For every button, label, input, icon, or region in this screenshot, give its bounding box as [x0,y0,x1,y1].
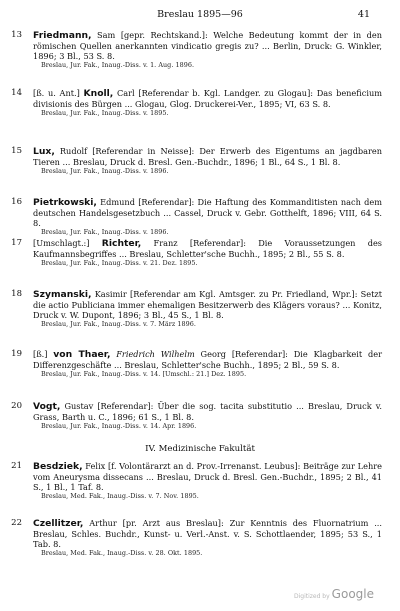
catalog-entry [8,401,382,431]
watermark-prefix: Digitized by [293,593,330,600]
entry-text: Rudolf [Referendar in Neisse]: Der Erwerb des Eigentums an jagdbaren Tieren ... Breslau, Druck d. Bresl. Gen.-Buchdr., 1896; 1 Bl., 64 S., 1 Bl. 8. [33,146,382,167]
digitization-watermark [294,587,374,601]
page-number: 41 [357,9,370,20]
catalog-entry [8,30,382,70]
entry-note: Breslau, Jur. Fak., Inaug.-Diss. v. 1895. [41,109,169,117]
entry-body [33,349,382,370]
entry-number: 13 [11,30,22,40]
entry-number: 21 [11,461,22,471]
author-name: Pietrkowski, [33,197,97,208]
entry-note: Breslau, Jur. Fak., Inaug.-Diss. v. 14. [Umschl.: 21.] Dez. 1895. [41,370,247,378]
entry-text: Arthur [pr. Arzt aus Breslau]: Zur Kenntnis des Fluornatrium ... Breslau, Schles. Buchdr., Kunst- u. Verl.-Anst. v. S. Schottlaender, 1895; 53 S., 1 Tab. 8. [33,518,382,549]
entry-body [33,461,382,492]
catalog-entry [8,518,382,558]
watermark-brand: Google [331,587,374,601]
author-name: von Thaer, [53,349,111,360]
entry-number: 15 [11,146,22,156]
entry-body [33,518,382,549]
catalog-entry [8,88,382,118]
author-name: Szymanski, [33,289,92,300]
author-name: Besdziek, [33,461,83,472]
entry-note: Breslau, Jur. Fak., Inaug.-Diss. v. 1896. [41,167,169,175]
author-name: Lux, [33,146,55,157]
entry-text: Gustav [Referendar]: Über die sog. tacita substitutio ... Breslau, Druck v. Grass, Barth u. C., 1896; 61 S., 1 Bl. 8. [33,401,382,422]
entry-text: Carl [Referendar b. Kgl. Landger. zu Glogau]: Das beneficium divisionis des Bürgen ... Glogau, Glog. Druckerei-Ver., 1895; VI, 63 S. 8. [33,88,382,109]
entry-text: Sam [gepr. Rechtskand.]: Welche Bedeutung kommt der in den römischen Quellen anerkannten vindicatio gregis zu? ... Berlin, Druck: G. Winkler, 1896; 3 Bl., 53 S. 8. [33,30,382,61]
author-name: Friedmann, [33,30,92,41]
entry-text: Edmund [Referendar]: Die Haftung des Kommanditisten nach dem deutschen Handelsgesetzbuch ... Cassel, Druck v. Gebr. Gotthelft, 1896; VIII, 64 S. 8. [33,197,382,228]
catalog-entry [8,197,382,237]
entry-number: 22 [11,518,22,528]
entry-note: Breslau, Med. Fak., Inaug.-Diss. v. 28. Okt. 1895. [41,549,203,557]
entry-text: Georg [Referendar]: Die Klagbarkeit der Differenzgeschäfte ... Breslau, Schletter'sche Buchh., 1895; 2 Bl., 59 S. 8. [33,349,382,370]
entry-text: Kasimir [Referendar am Kgl. Amtsger. zu Pr. Friedland, Wpr.]: Setzt die actio Publiciana immer ehemaligen Besitzerwerb des Klägers voraus? ... Konitz, Druck v. W. Dupont, 1896; 3 Bl., 45 S., 1 Bl. 8. [33,289,382,320]
entry-number: 17 [11,238,22,248]
entry-note: Breslau, Med. Fak., Inaug.-Diss. v. 7. Nov. 1895. [41,492,199,500]
entry-body [33,146,382,167]
entry-body [33,401,382,422]
entry-number: 14 [11,88,22,98]
entry-body [33,238,382,259]
catalog-entry [8,146,382,176]
entry-note: Breslau, Jur. Fak., Inaug.-Diss. v. 1896. [41,228,169,236]
entry-body [33,197,382,228]
entry-number: 18 [11,289,22,299]
entry-prefix: [ß.] [33,349,54,359]
catalog-entry [8,238,382,268]
section-heading: IV. Medizinische Fakultät [145,444,255,454]
entry-number: 19 [11,349,22,359]
entry-body [33,289,382,320]
running-title: Breslau 1895—96 [157,9,243,20]
author-name: Richter, [101,238,142,249]
author-forenames: Friedrich Wilhelm [110,349,195,359]
entry-note: Breslau, Jur. Fak., Inaug.-Diss. v. 1. Aug. 1896. [41,61,195,69]
entry-text: Felix [f. Volontärarzt an d. Prov.-Irrenanst. Leubus]: Beiträge zur Lehre vom Aneurysma dissecans ... Breslau, Druck d. Bresl. Gen.-Buchdr., 1895; 2 Bl., 41 S., 1 Bl., 1 Taf. 8. [33,461,382,492]
entry-prefix: [Umschlagt.:] [33,238,102,248]
entry-number: 16 [11,197,22,207]
page-header [30,9,370,23]
author-name: Knoll, [83,88,114,99]
author-name: Czellitzer, [33,518,84,529]
author-name: Vogt, [33,401,61,412]
entry-note: Breslau, Jur. Fak., Inaug.-Diss. v. 7. März 1896. [41,320,196,328]
entry-text: Franz [Referendar]: Die Voraussetzungen des Kaufmannsbegriffes ... Breslau, Schletter'sche Buchh., 1895; 2 Bl., 55 S. 8. [33,238,383,259]
catalog-entry [8,289,382,329]
entry-note: Breslau, Jur. Fak., Inaug.-Diss. v. 14. Apr. 1896. [41,422,197,430]
entry-number: 20 [11,401,22,411]
catalog-entry [8,349,382,379]
catalog-entry [8,461,382,501]
entry-body [33,88,382,109]
entry-note: Breslau, Jur. Fak., Inaug.-Diss. v. 21. Dez. 1895. [41,259,198,267]
entry-prefix: [ß. u. Ant.] [33,88,84,98]
entry-body [33,30,382,61]
